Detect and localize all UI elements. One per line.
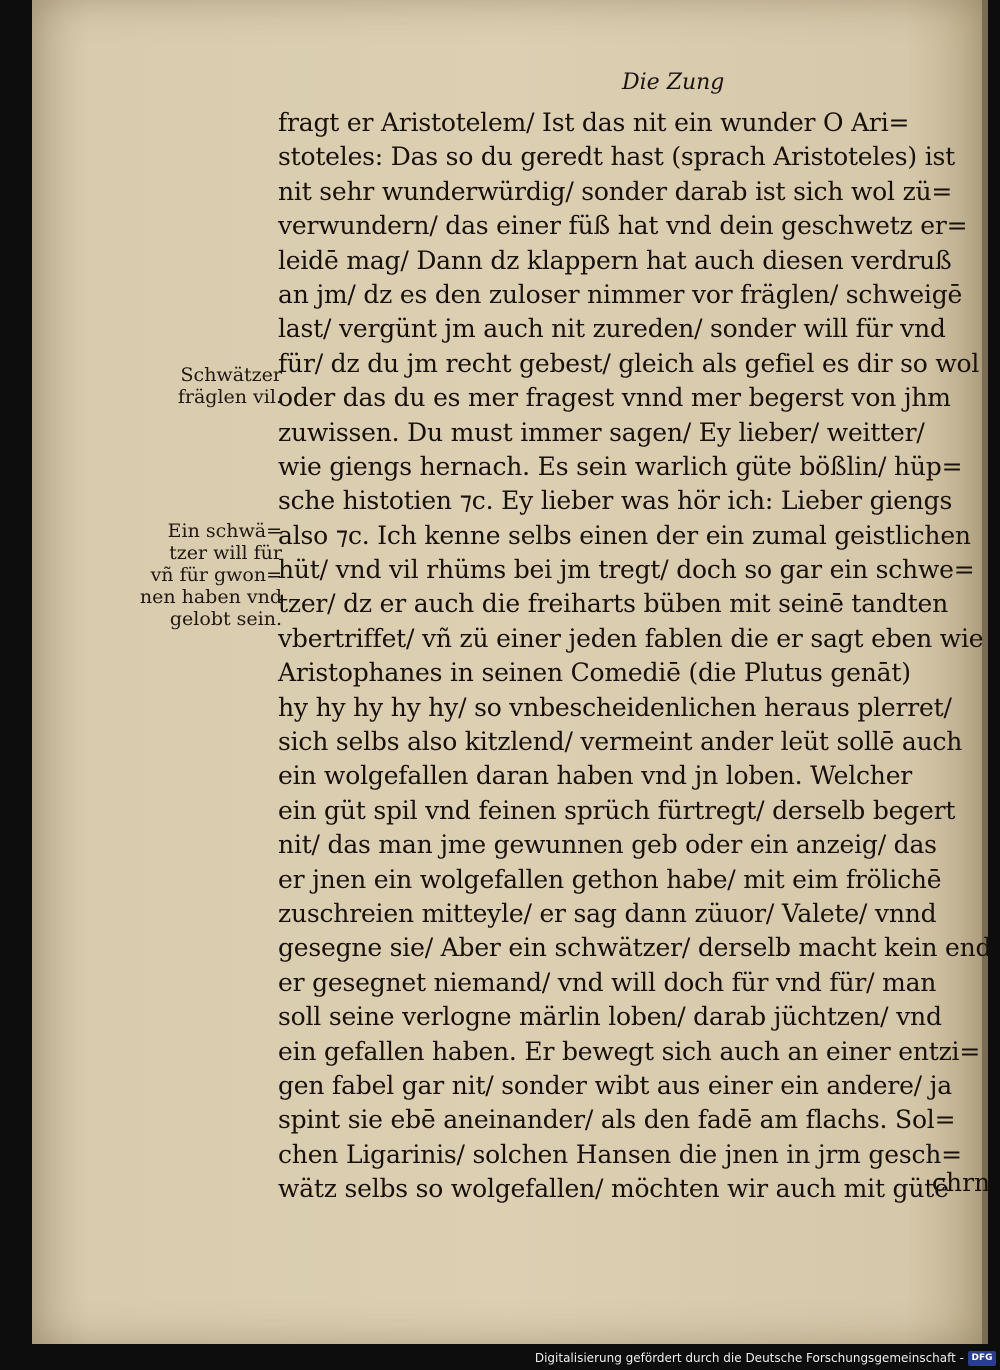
text-line: leidē mag/ Dann dz klappern hat auch diesen verdruß	[278, 245, 952, 275]
text-line: sich selbs also kitzlend/ vermeint ander leüt sollē auch	[278, 727, 963, 757]
marginal-line: fräglen vil.	[177, 386, 282, 408]
text-line: ein güt spil vnd feinen sprüch fürtregt/ derselb begert	[278, 795, 956, 825]
text-line: ein wolgefallen daran haben vnd jn loben. Welcher	[278, 761, 913, 791]
running-head: Die Zung	[622, 70, 725, 95]
text-line: sche histotien ⁊c. Ey lieber was hör ich: Lieber giengs	[278, 486, 953, 516]
marginal-line: tzer will für	[169, 542, 282, 564]
book-page	[32, 0, 992, 1344]
marginal-line: gelobt sein.	[169, 608, 282, 630]
text-line: an jm/ dz es den zuloser nimmer vor fräglen/ schweigē	[278, 279, 963, 309]
text-line: hüt/ vnd vil rhüms bei jm tregt/ doch so gar ein schwe=	[278, 555, 975, 585]
marginal-line: Schwätzer	[180, 364, 282, 386]
text-line: vbertriffet/ vñ zü einer jeden fablen die er sagt eben wie	[278, 623, 984, 653]
text-line: stoteles: Das so du geredt hast (sprach Aristoteles) ist	[278, 142, 955, 172]
text-line: nit/ das man jme gewunnen geb oder ein anzeig/ das	[278, 830, 937, 860]
text-line: chen Ligarinis/ solchen Hansen die jnen in jrm gesch=	[278, 1139, 962, 1169]
text-line: für/ dz du jm recht gebest/ gleich als gefiel es dir so wol	[278, 348, 980, 378]
footer-bar	[0, 1344, 1000, 1370]
text-line: also ⁊c. Ich kenne selbs einen der ein zumal geistlichen	[278, 520, 971, 550]
text-line: er jnen ein wolgefallen gethon habe/ mit eim frölichē	[278, 864, 942, 894]
dfg-logo-icon: DFG	[968, 1351, 996, 1366]
text-line: oder das du es mer fragest vnnd mer begerst von jhm	[278, 383, 951, 413]
marginal-line: nen haben vnd	[139, 586, 282, 608]
text-line: verwundern/ das einer füß hat vnd dein geschwetz er=	[278, 211, 968, 241]
text-line: gen fabel gar nit/ sonder wibt aus einer ein andere/ ja	[278, 1070, 952, 1100]
marginal-note-2	[132, 520, 282, 630]
text-line: spint sie ebē aneinander/ als den fadē am flachs. Sol=	[278, 1105, 956, 1135]
text-line: gesegne sie/ Aber ein schwätzer/ derselb macht kein end	[278, 933, 992, 963]
text-line: tzer/ dz er auch die freiharts büben mit seinē tandten	[278, 589, 949, 619]
text-line: ein gefallen haben. Er bewegt sich auch an einer entzi=	[278, 1036, 981, 1066]
text-line: zuschreien mitteyle/ er sag dann züuor/ Valete/ vnnd	[278, 898, 937, 928]
body-text	[278, 106, 998, 1207]
text-line: last/ vergünt jm auch nit zureden/ sonder will für vnd	[278, 314, 946, 344]
text-line: wätz selbs so wolgefallen/ möchten wir auch mit gütē	[278, 1174, 949, 1204]
text-line: zuwissen. Du must immer sagen/ Ey lieber/ weitter/	[278, 417, 925, 447]
text-line: wie giengs hernach. Es sein warlich güte bößlin/ hüp=	[278, 451, 963, 481]
text-line: er gesegnet niemand/ vnd will doch für vnd für/ man	[278, 967, 937, 997]
catchword: chrn	[932, 1168, 991, 1197]
marginal-line: Ein schwä=	[167, 520, 282, 542]
marginal-note-1	[132, 364, 282, 408]
text-line: soll seine verlogne märlin loben/ darab jüchtzen/ vnd	[278, 1002, 942, 1032]
text-line: Aristophanes in seinen Comediē (die Plutus genāt)	[278, 658, 911, 688]
text-line: fragt er Aristotelem/ Ist das nit ein wunder O Ari=	[278, 108, 910, 137]
text-line: hy hy hy hy hy/ so vnbescheidenlichen heraus plerret/	[278, 692, 952, 722]
funding-credit: Digitalisierung gefördert durch die Deutsche Forschungsgemeinschaft -	[534, 1351, 964, 1365]
text-line: nit sehr wunderwürdig/ sonder darab ist sich wol zü=	[278, 176, 953, 206]
marginal-line: vñ für gwon=	[150, 564, 282, 586]
